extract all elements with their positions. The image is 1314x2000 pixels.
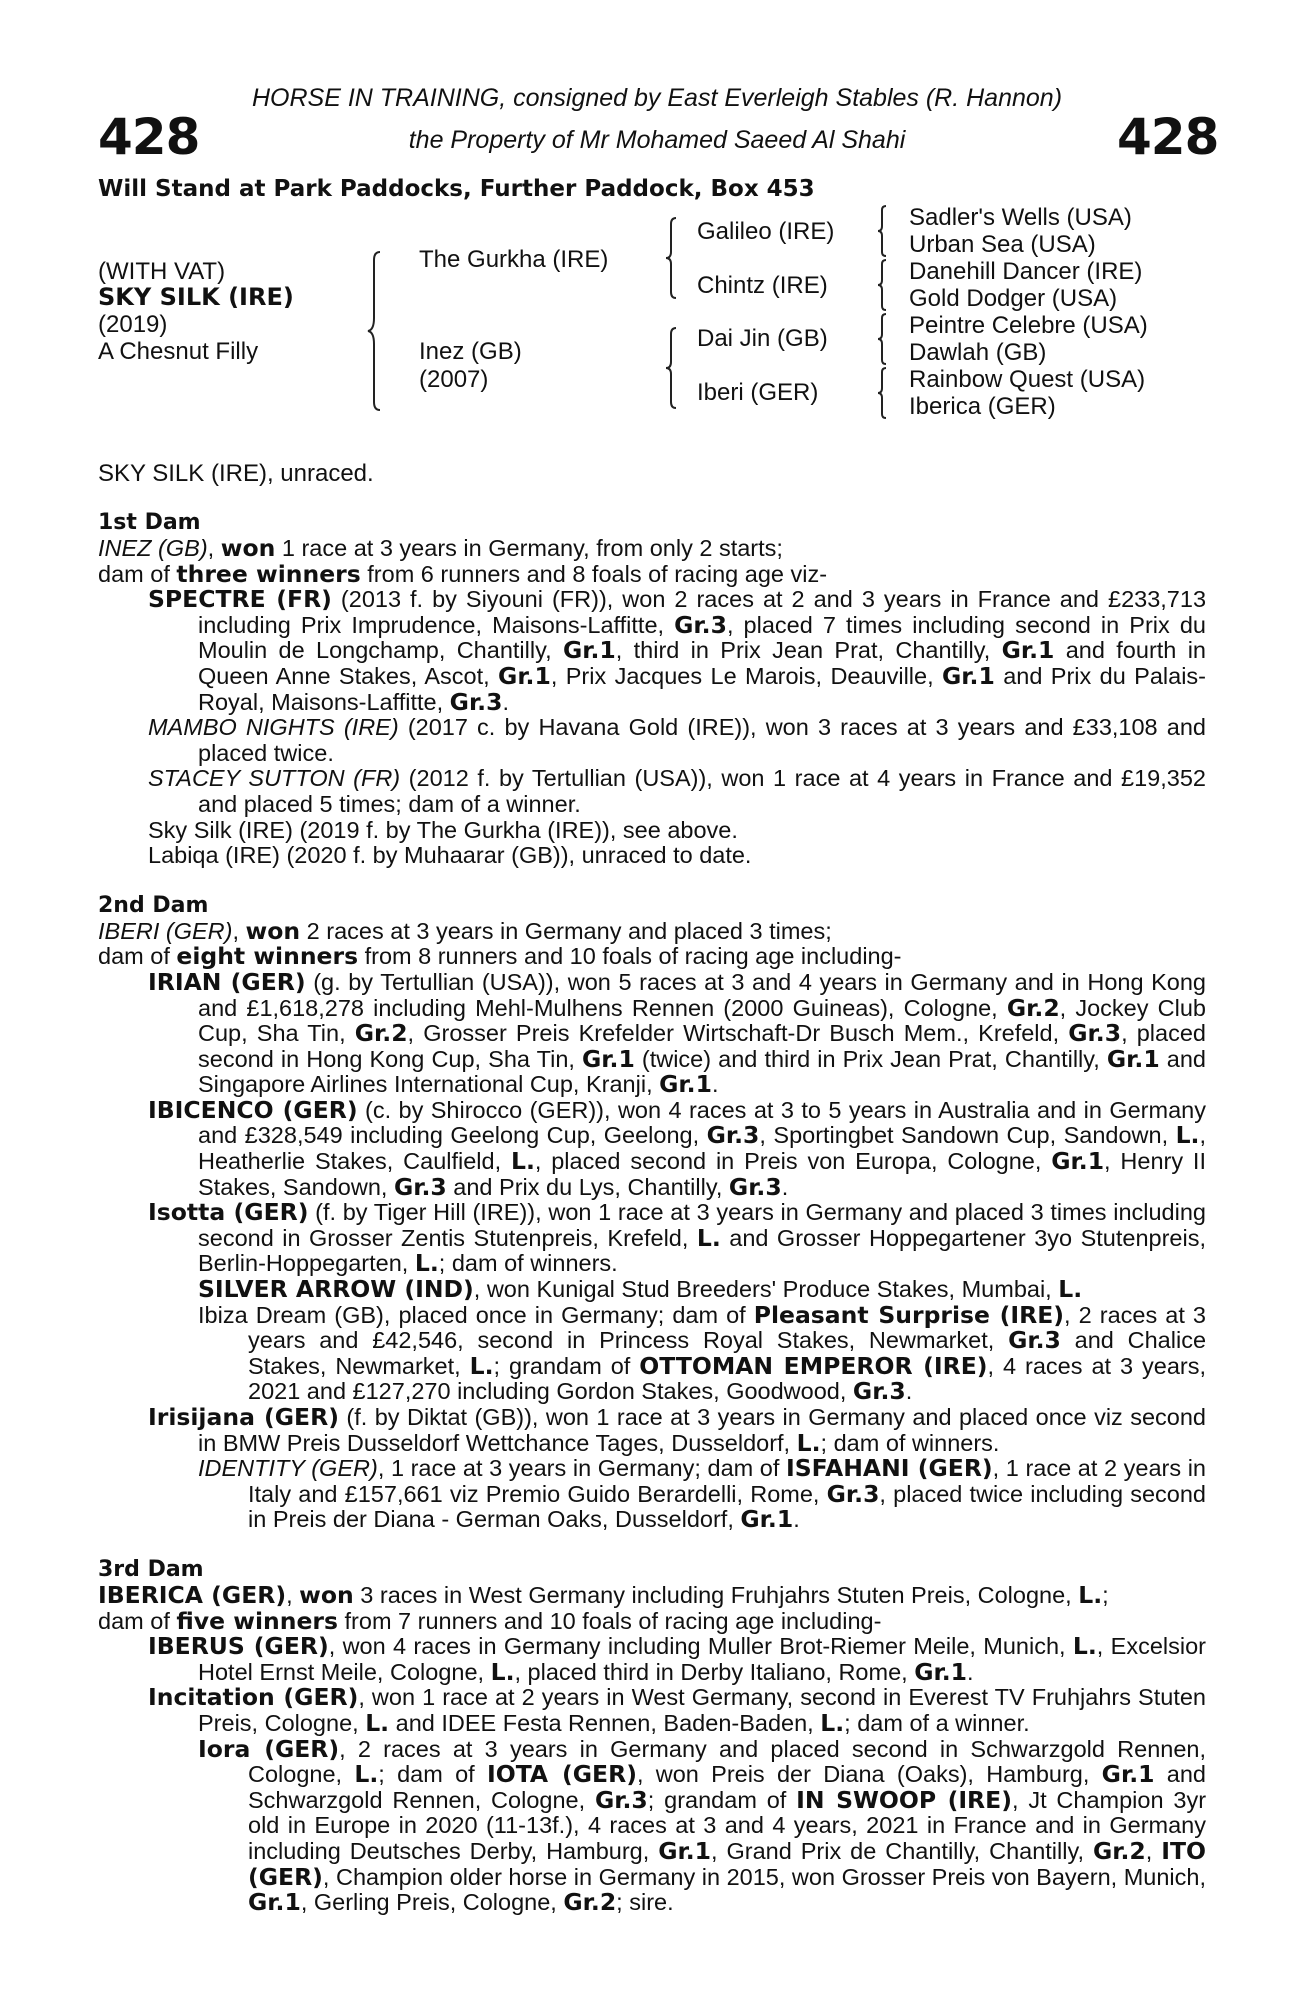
text: and Grosser Hoppegartener 3yo Stutenpreis, Berlin-Hoppegarten, [198,1224,1207,1277]
produce-stacey-sutton [98,766,1206,817]
grade: L. [354,1760,379,1789]
first-dam-produce [98,559,1206,588]
grade: L. [1058,1275,1083,1304]
horse-name: SILVER ARROW (IND) [198,1275,474,1304]
grade: Gr.2 [1006,993,1060,1022]
won-label: won [245,916,301,945]
grade: Gr.2 [563,1888,617,1917]
horse-name: MAMBO NIGHTS (IRE) [148,714,399,741]
produce-labiqa: Labiqa (IRE) (2020 f. by Muhaarar (GB)), unraced to date. [148,842,752,869]
text: 2 races at 3 years in Germany and placed 3 times; [300,917,832,944]
text: (c. by Shirocco (GER)), won 4 races at 3 to 5 years in Australia and in Germany and £328,549 including Geelong Cup, Geelong, [198,1096,1206,1149]
grade: Gr.1 [658,1836,712,1865]
dam: Inez (GB) [419,338,522,365]
stand-location: Will Stand at Park Paddocks, Further Paddock, Box 453 [98,176,815,202]
horse-name: Irisijana (GER) [148,1403,339,1431]
third-dam-record [98,1580,1206,1609]
dam-sire: Dai Jin (GB) [697,325,828,352]
grade: L. [1078,1580,1103,1609]
grade: Gr.3 [1008,1326,1061,1355]
produce-iberus [98,1634,1206,1685]
text: , placed second in Preis von Europa, Cologne, [534,1148,1052,1175]
lot-number-right: 428 [1117,108,1219,166]
produce-isotta [98,1200,1206,1277]
horse-name: Pleasant Surprise (IRE) [753,1300,1065,1329]
grade: Gr.3 [449,687,503,716]
horse-name: SPECTRE (FR) [148,585,332,614]
second-dam-record [98,916,1206,945]
grade: Gr.1 [1051,1147,1105,1176]
gen3-gold-dodger: Gold Dodger (USA) [909,285,1118,312]
text: ; dam of a winner. [844,1709,1030,1736]
text: , Prix Jacques Le Marois, Deauville, [550,662,943,689]
gen3-bracket-4 [876,366,898,422]
grade: Gr.1 [659,1070,712,1099]
horse-name: IRIAN (GER) [148,967,306,996]
grade: L. [365,1708,390,1737]
horse-name: STACEY SUTTON (FR) [148,765,401,792]
grade: L. [696,1223,721,1252]
text: (g. by Tertullian (USA)), won 5 races at 3 and 4 years in Germany and in Hong Kong and £1,618,278 including Mehl-Mulhens Rennen (2000 Guineas), Cologne, [198,968,1206,1021]
second-dam-produce [98,944,1206,970]
grade: Gr.1 [562,636,616,665]
text: 3 races in West Germany including Fruhjahrs Stuten Preis, Cologne, [353,1581,1079,1608]
grade: Gr.3 [728,1172,782,1201]
grade: L. [510,1147,535,1176]
text: and Chalice Stakes, Newmarket, [248,1327,1207,1379]
grade: Gr.3 [706,1121,760,1150]
won-label: won [299,1580,354,1609]
text: and Schwarzgold Rennen, Cologne, [248,1761,1206,1813]
text: , placed second in Hong Kong Cup, Sha Tin, [198,1020,1206,1072]
grade: Gr.1 [740,1505,794,1534]
text: , Gerling Preis, Cologne, [300,1889,564,1916]
produce-incitation [98,1685,1206,1736]
produce-identity [98,1456,1206,1533]
produce-spectre [98,587,1206,715]
horse-name: SKY SILK (IRE) [98,283,294,311]
third-dam-title: 3rd Dam [98,1556,204,1582]
sire-dam: Chintz (IRE) [697,272,828,299]
produce-ibiza-dream [98,1300,1207,1406]
text: , won 1 race at 2 years in West Germany, second in Everest TV Fruhjahrs Stuten Preis, Cologne, [198,1684,1206,1736]
produce-irisijana [98,1405,1206,1456]
text: from 6 runners and 8 foals of racing age viz- [360,560,828,587]
grade: L. [490,1657,515,1686]
sire-bracket [664,216,690,300]
text: ; [1102,1581,1109,1608]
race-summary: SKY SILK (IRE), unraced. [98,460,374,487]
text: , Heatherlie Stakes, Caulfield, [198,1122,1206,1175]
text: and Singapore Airlines International Cup, Kranji, [198,1045,1206,1098]
text: , Excelsior Hotel Ernst Meile, Cologne, [198,1633,1206,1685]
text: ; grandam of [647,1786,797,1813]
text: dam of [98,1607,177,1634]
text: , won Kunigal Stud Breeders' Produce Stakes, Mumbai, [473,1276,1059,1303]
gen3-peintre-celebre: Peintre Celebre (USA) [909,312,1148,339]
gen3-iberica: Iberica (GER) [909,393,1056,420]
gen3-bracket-2 [876,258,898,314]
text: , 1 race at 2 years in Italy and £157,661 viz Premio Guido Berardelli, Rome, [248,1455,1206,1507]
grade: Gr.3 [674,610,727,639]
produce-ibicenco [98,1095,1206,1201]
gen3-urban-sea: Urban Sea (USA) [909,231,1096,258]
text: , won Preis der Diana (Oaks), Hamburg, [636,1761,1102,1788]
text: , Grand Prix de Chantilly, Chantilly, [711,1837,1093,1864]
text: , [207,535,221,561]
text: . [781,1173,789,1200]
first-dam-title: 1st Dam [98,510,201,535]
text: , placed twice including second in Preis der Diana - German Oaks, Dusseldorf, [248,1480,1206,1533]
second-dam-section [98,893,1206,1533]
text: , [232,917,246,944]
text: , 1 race at 3 years in Germany; dam of [377,1455,787,1482]
produce-sky-silk: Sky Silk (IRE) (2019 f. by The Gurkha (IRE)), see above. [148,816,738,843]
text: ; grandam of [493,1352,640,1379]
winners-count: three winners [176,559,361,588]
winners-count: five winners [176,1606,338,1635]
horse-name: IDENTITY (GER) [198,1455,378,1482]
main-bracket [366,250,396,412]
text: ; dam of winners. [820,1429,1000,1456]
horse-name: Iora (GER) [198,1734,340,1763]
gen3-dawlah: Dawlah (GB) [909,339,1047,366]
text: , third in Prix Jean Prat, Chantilly, [615,637,1002,664]
dam-lines [98,510,1206,1916]
gen3-bracket-3 [876,312,898,368]
produce-irian [98,967,1206,1099]
text: (f. by Diktat (GB)), won 1 race at 3 years in Germany and placed once viz second in BMW Preis Dusseldorf Wettchance Tages, Dusseldorf, [198,1404,1207,1456]
grade: Gr.1 [942,661,995,690]
grade: Gr.1 [1101,1760,1155,1789]
gen3-danehill-dancer: Danehill Dancer (IRE) [909,258,1143,285]
text: , [286,1581,300,1608]
text: (twice) and third in Prix Jean Prat, Chantilly, [634,1045,1107,1072]
text: ; sire. [616,1889,674,1916]
horse-name: OTTOMAN EMPEROR (IRE) [639,1351,988,1380]
text: (2017 c. by Havana Gold (IRE)), won 3 races at 3 years and £33,108 and placed twice. [198,714,1206,766]
text: , Grosser Preis Krefelder Wirtschaft-Dr Busch Mem., Krefeld, [407,1020,1069,1047]
dam-name: IBERI (GER) [98,917,233,944]
text: Ibiza Dream (GB), placed once in Germany; dam of [198,1301,754,1328]
grade: Gr.1 [582,1044,635,1073]
grade: Gr.3 [826,1479,880,1508]
grade: Gr.2 [1092,1836,1146,1865]
grade: L. [820,1708,845,1737]
second-dam-title: 2nd Dam [98,892,209,918]
text: . [967,1658,974,1685]
horse-name: IOTA (GER) [486,1760,637,1789]
horse-name: ITO (GER) [248,1836,1207,1891]
winners-count: eight winners [176,942,359,971]
grade: L. [796,1428,821,1457]
text: , Sportingbet Sandown Cup, Sandown, [759,1122,1176,1149]
grade: Gr.3 [1068,1019,1122,1048]
grade: Gr.3 [594,1785,648,1814]
first-dam-record [98,536,1206,562]
grade: Gr.1 [248,1888,301,1917]
text: , Jt Champion 3yr old in Europe in 2020 (11-13f.), 4 races at 3 and 4 years, 2021 in France and in Germany including Deutsches Derby, Hamburg, [248,1786,1207,1864]
text: , Henry II Stakes, Sandown, [198,1148,1206,1200]
grade: Gr.1 [498,661,551,690]
dam-name: IBERICA (GER) [98,1580,287,1609]
dam-dam: Iberi (GER) [697,379,819,406]
text: , 2 races at 3 years and £42,546, second in Princess Royal Stakes, Newmarket, [248,1301,1206,1354]
text: . [905,1378,913,1405]
first-dam-section [98,510,1206,869]
consignment-line: HORSE IN TRAINING, consigned by East Everleigh Stables (R. Hannon) [251,84,1063,112]
text: 1 race at 3 years in Germany, from only 2 starts; [275,535,783,561]
third-dam-section [98,1557,1206,1916]
grade: Gr.1 [914,1657,968,1686]
property-line: the Property of Mr Mohamed Saeed Al Shahi [408,126,906,154]
text: . [711,1071,719,1098]
text: , 2 races at 3 years in Germany and placed second in Schwarzgold Rennen, Cologne, [248,1735,1206,1788]
horse-name: IN SWOOP (IRE) [796,1785,1012,1814]
horse-name: Incitation (GER) [148,1683,359,1712]
dam-name: INEZ (GB) [98,535,208,561]
grade: Gr.3 [852,1377,906,1406]
grade: Gr.2 [354,1019,408,1048]
text: and fourth in Queen Anne Stakes, Ascot, [198,637,1206,689]
gen3-rainbow-quest: Rainbow Quest (USA) [909,366,1146,393]
grade: L. [469,1351,494,1380]
vat-note: (WITH VAT) [98,258,226,285]
text: . [793,1506,800,1533]
text: , placed 7 times including second in Prix du Moulin de Longchamp, Chantilly, [198,611,1206,664]
grade: Gr.1 [1001,636,1055,665]
third-dam-produce [98,1606,1206,1635]
produce-mambo-nights [98,715,1206,766]
text: , placed third in Derby Italiano, Rome, [514,1658,915,1685]
text: dam of [98,943,177,970]
dam-year: (2007) [419,366,489,393]
lot-number-left: 428 [98,108,200,166]
produce-silver-arrow [98,1277,1206,1303]
text: . [502,688,509,715]
won-label: won [220,534,276,562]
grade: L. [1072,1632,1097,1661]
sire-sire: Galileo (IRE) [697,218,835,245]
text: dam of [98,560,177,587]
text: , [1145,1837,1162,1864]
foaling-year: (2019) [98,311,168,338]
text: , won 4 races in Germany including Muller Brot-Riemer Meile, Munich, [328,1633,1073,1660]
horse-description: A Chesnut Filly [98,338,259,365]
text: from 8 runners and 10 foals of racing age including- [358,943,902,970]
text: and Prix du Lys, Chantilly, [446,1173,729,1200]
gen3-bracket-1 [876,204,898,260]
text: from 7 runners and 10 foals of racing age including- [337,1607,882,1634]
text: (f. by Tiger Hill (IRE)), won 1 race at 3 years in Germany and placed 3 times including second in Grosser Zentis Stutenpreis, Krefeld, [198,1199,1206,1251]
text: (2013 f. by Siyouni (FR)), won 2 races at 2 and 3 years in France and £233,713 including Prix Imprudence, Maisons-Laffitte, [198,586,1207,638]
text: , Jockey Club Cup, Sha Tin, [198,994,1206,1047]
text: and IDEE Festa Rennen, Baden-Baden, [389,1709,821,1736]
grade: L. [414,1249,439,1278]
grade: Gr.1 [1106,1044,1160,1073]
text: and Prix du Palais-Royal, Maisons-Laffitte, [198,662,1206,715]
gen3-sadlers-wells: Sadler's Wells (USA) [909,204,1132,231]
text: (2012 f. by Tertullian (USA)), won 1 race at 4 years in France and £19,352 and placed 5 times; dam of a winner. [198,765,1206,817]
text: , Champion older horse in Germany in 2015, won Grosser Preis von Bayern, Munich, [322,1863,1206,1890]
dam-bracket [664,326,690,410]
horse-name: Isotta (GER) [148,1198,309,1227]
horse-name: IBERUS (GER) [148,1632,329,1661]
sire: The Gurkha (IRE) [419,246,609,273]
grade: Gr.3 [393,1172,447,1201]
text: , 4 races at 3 years, 2021 and £127,270 including Gordon Stakes, Goodwood, [248,1352,1207,1405]
horse-name: IBICENCO (GER) [148,1095,358,1124]
produce-iora [98,1734,1207,1917]
text: ; dam of [378,1761,487,1788]
grade: L. [1175,1121,1200,1150]
horse-name: ISFAHANI (GER) [786,1454,993,1483]
text: ; dam of winners. [438,1250,618,1277]
